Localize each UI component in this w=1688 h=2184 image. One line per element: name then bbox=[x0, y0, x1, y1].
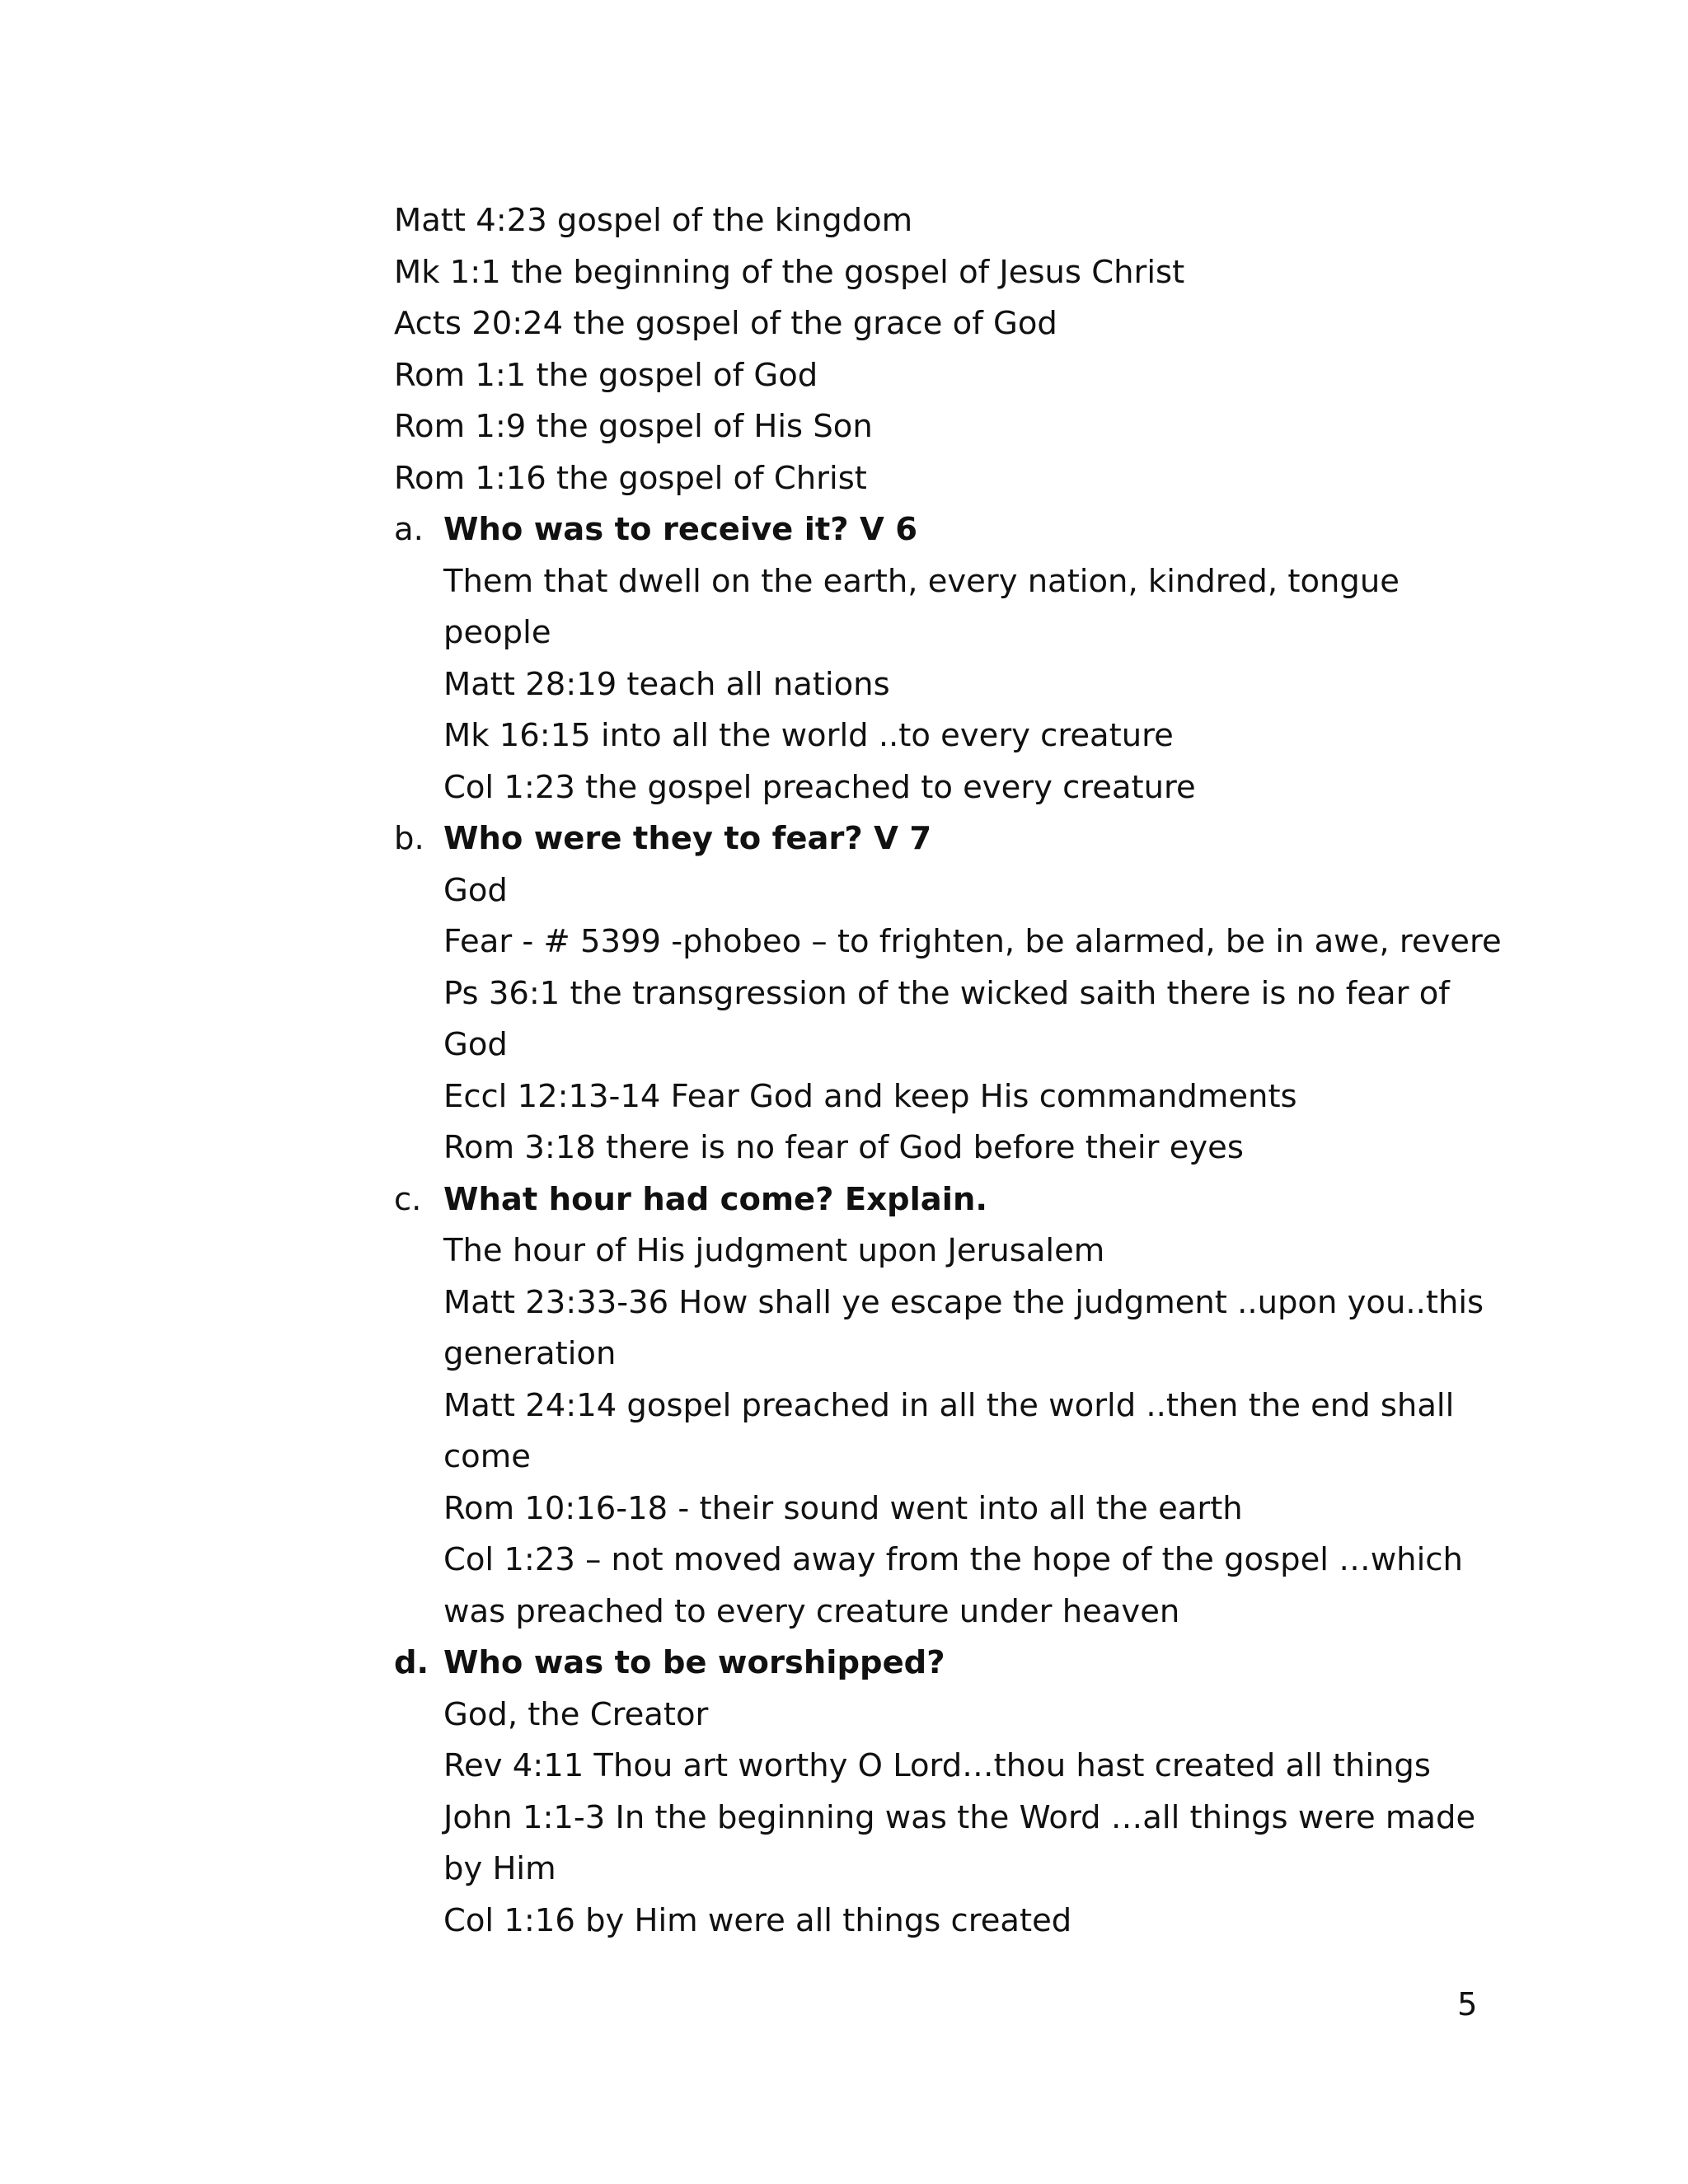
answer-line: Matt 24:14 gospel preached in all the world ..then the end shall bbox=[443, 1386, 1455, 1424]
answer-line: generation bbox=[443, 1335, 617, 1372]
answer-line: Mk 16:15 into all the world ..to every creature bbox=[443, 717, 1174, 754]
answer-line: God bbox=[443, 1026, 508, 1063]
list-marker: b. bbox=[394, 820, 424, 857]
question-heading: Who was to receive it? V 6 bbox=[443, 511, 918, 548]
page-number: 5 bbox=[1457, 1986, 1478, 2023]
answer-line: was preached to every creature under heaven bbox=[443, 1592, 1180, 1630]
answer-line: people bbox=[443, 614, 551, 651]
list-marker: c. bbox=[394, 1180, 422, 1218]
answer-line: God, the Creator bbox=[443, 1695, 709, 1733]
list-item bbox=[394, 1174, 1482, 1638]
answer-line: Rev 4:11 Thou art worthy O Lord…thou hast created all things bbox=[443, 1747, 1431, 1784]
answer-line: Fear - # 5399 -phobeo – to frighten, be alarmed, be in awe, revere bbox=[443, 923, 1502, 960]
text-line: Acts 20:24 the gospel of the grace of God bbox=[394, 305, 1057, 342]
answer-line: Col 1:23 the gospel preached to every creature bbox=[443, 768, 1196, 806]
text-line: Rom 1:1 the gospel of God bbox=[394, 356, 818, 394]
answer-line: Col 1:16 by Him were all things created bbox=[443, 1901, 1072, 1939]
text-line: Mk 1:1 the beginning of the gospel of Jesus Christ bbox=[394, 253, 1185, 291]
text-line: Rom 1:16 the gospel of Christ bbox=[394, 459, 867, 497]
answer-line: Rom 10:16-18 - their sound went into all the earth bbox=[443, 1489, 1243, 1527]
answer-line: John 1:1-3 In the beginning was the Word …all things were made bbox=[443, 1798, 1476, 1836]
answer-line: by Him bbox=[443, 1850, 556, 1887]
list-marker: a. bbox=[394, 511, 424, 548]
text-line: Matt 4:23 gospel of the kingdom bbox=[394, 202, 913, 239]
question-heading: What hour had come? Explain. bbox=[443, 1180, 988, 1218]
answer-line: Col 1:23 – not moved away from the hope of the gospel …which bbox=[443, 1541, 1463, 1578]
answer-line: Matt 23:33-36 How shall ye escape the judgment ..upon you..this bbox=[443, 1283, 1484, 1321]
answer-line: Ps 36:1 the transgression of the wicked saith there is no fear of bbox=[443, 974, 1450, 1012]
answer-line: Eccl 12:13-14 Fear God and keep His commandments bbox=[443, 1077, 1297, 1115]
text-line: Rom 1:9 the gospel of His Son bbox=[394, 408, 873, 445]
answer-line: Matt 28:19 teach all nations bbox=[443, 665, 890, 703]
answer-line: The hour of His judgment upon Jerusalem bbox=[443, 1232, 1105, 1269]
list-item bbox=[394, 504, 1482, 813]
question-heading: Who was to be worshipped? bbox=[443, 1644, 945, 1681]
question-heading: Who were they to fear? V 7 bbox=[443, 820, 932, 857]
answer-line: God bbox=[443, 871, 508, 909]
answer-line: Rom 3:18 there is no fear of God before their eyes bbox=[443, 1129, 1244, 1166]
list-marker: d. bbox=[394, 1644, 429, 1681]
page-content bbox=[394, 195, 1502, 1947]
answer-line: Them that dwell on the earth, every nation, kindred, tongue bbox=[443, 562, 1400, 600]
list-item bbox=[394, 1638, 1482, 1947]
answer-line: come bbox=[443, 1438, 531, 1475]
list-item bbox=[394, 813, 1502, 1174]
